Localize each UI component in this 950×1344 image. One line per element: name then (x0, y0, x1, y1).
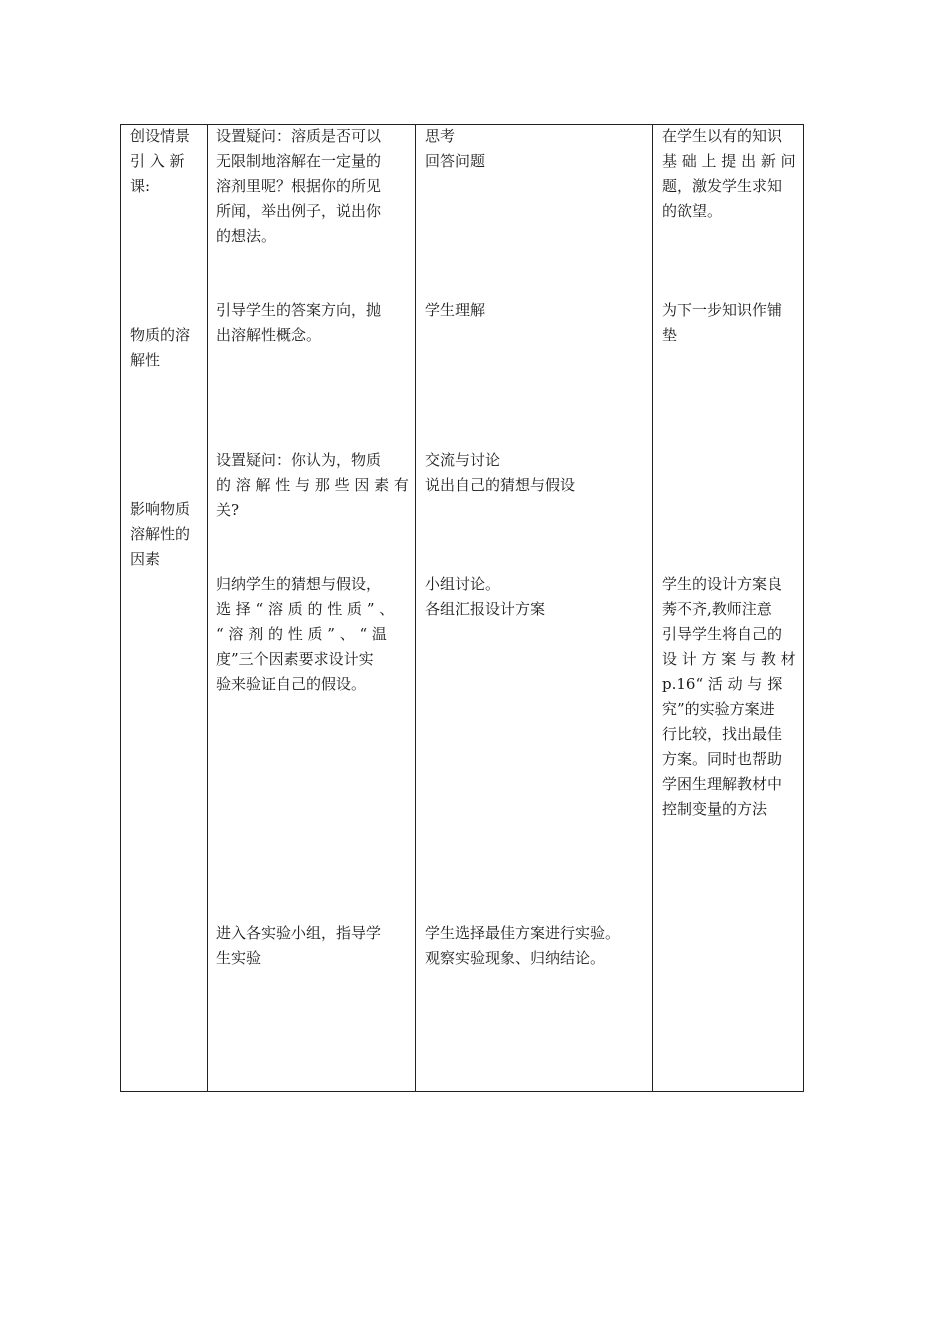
text-line: p.16“ 活 动 与 探 (662, 675, 783, 693)
text-line: 的欲望。 (662, 202, 723, 220)
text-line: 各组汇报设计方案 (425, 600, 546, 618)
text-line: 设 计 方 案 与 教 材 (662, 650, 796, 668)
student-activity-cell (425, 572, 545, 622)
column-divider (207, 125, 208, 1091)
text-line: 的想法。 (216, 227, 277, 245)
text-line: 学生的设计方案良 (662, 575, 783, 593)
text-line: 观察实验现象、归纳结论。 (425, 949, 606, 967)
text-line: 行比较，找出最佳 (662, 725, 783, 743)
stage-cell (130, 323, 190, 373)
text-line: 无限制地溶解在一定量的 (216, 152, 382, 170)
design-intent-cell (662, 124, 796, 224)
text-line: 题，激发学生求知 (662, 177, 783, 195)
design-intent-cell (662, 298, 782, 348)
text-line: 控制变量的方法 (662, 800, 768, 818)
text-line: 所闻，举出例子，说出你 (216, 202, 382, 220)
text-line: 引 入 新 (130, 152, 185, 170)
text-line: 思考 (425, 127, 456, 145)
teacher-activity-cell (216, 921, 381, 971)
text-line: 的 溶 解 性 与 那 些 因 素 有 (216, 476, 409, 494)
text-line: “ 溶 剂 的 性 质 ” 、 “ 温 (216, 625, 387, 643)
text-line: 创设情景 (130, 127, 191, 145)
text-line: 物质的溶 (130, 326, 191, 344)
text-line: 溶解性的 (130, 525, 191, 543)
stage-cell (130, 497, 190, 572)
text-line: 出溶解性概念。 (216, 326, 322, 344)
text-line: 学生理解 (425, 301, 486, 319)
text-line: 引导学生的答案方向，抛 (216, 301, 382, 319)
text-line: 学生选择最佳方案进行实验。 (425, 924, 621, 942)
student-activity-cell (425, 124, 485, 174)
text-line: 交流与讨论 (425, 451, 501, 469)
text-line: 引导学生将自己的 (662, 625, 783, 643)
text-line: 因素 (130, 550, 161, 568)
text-line: 基 础 上 提 出 新 问 (662, 152, 796, 170)
text-line: 究”的实验方案进 (662, 700, 775, 718)
text-line: 设置疑问：溶质是否可以 (216, 127, 382, 145)
text-line: 回答问题 (425, 152, 486, 170)
text-line: 验来验证自己的假设。 (216, 675, 367, 693)
text-line: 归纳学生的猜想与假设， (216, 575, 382, 593)
text-line: 溶剂里呢？根据你的所见 (216, 177, 382, 195)
text-line: 进入各实验小组，指导学 (216, 924, 382, 942)
text-line: 垫 (662, 326, 678, 344)
text-line: 小组讨论。 (425, 575, 501, 593)
text-line: 设置疑问：你认为，物质 (216, 451, 382, 469)
teacher-activity-cell (216, 572, 394, 697)
student-activity-cell (425, 921, 620, 971)
stage-cell (130, 124, 190, 199)
teacher-activity-cell (216, 298, 381, 348)
text-line: 解性 (130, 351, 161, 369)
text-line: 度”三个因素要求设计实 (216, 650, 374, 668)
text-line: 学困生理解教材中 (662, 775, 783, 793)
text-line: 影响物质 (130, 500, 191, 518)
column-divider (415, 125, 416, 1091)
text-line: 选 择 “ 溶 质 的 性 质 ” 、 (216, 600, 395, 618)
design-intent-cell (662, 572, 796, 822)
column-divider (652, 125, 653, 1091)
student-activity-cell (425, 298, 485, 323)
text-line: 莠不齐,教师注意 (662, 600, 772, 618)
text-line: 说出自己的猜想与假设 (425, 476, 576, 494)
teacher-activity-cell (216, 124, 381, 249)
text-line: 生实验 (216, 949, 262, 967)
student-activity-cell (425, 448, 575, 498)
text-line: 方案。同时也帮助 (662, 750, 783, 768)
text-line: 课: (130, 177, 151, 195)
text-line: 关? (216, 501, 240, 519)
teacher-activity-cell (216, 448, 409, 523)
text-line: 在学生以有的知识 (662, 127, 783, 145)
text-line: 为下一步知识作铺 (662, 301, 783, 319)
